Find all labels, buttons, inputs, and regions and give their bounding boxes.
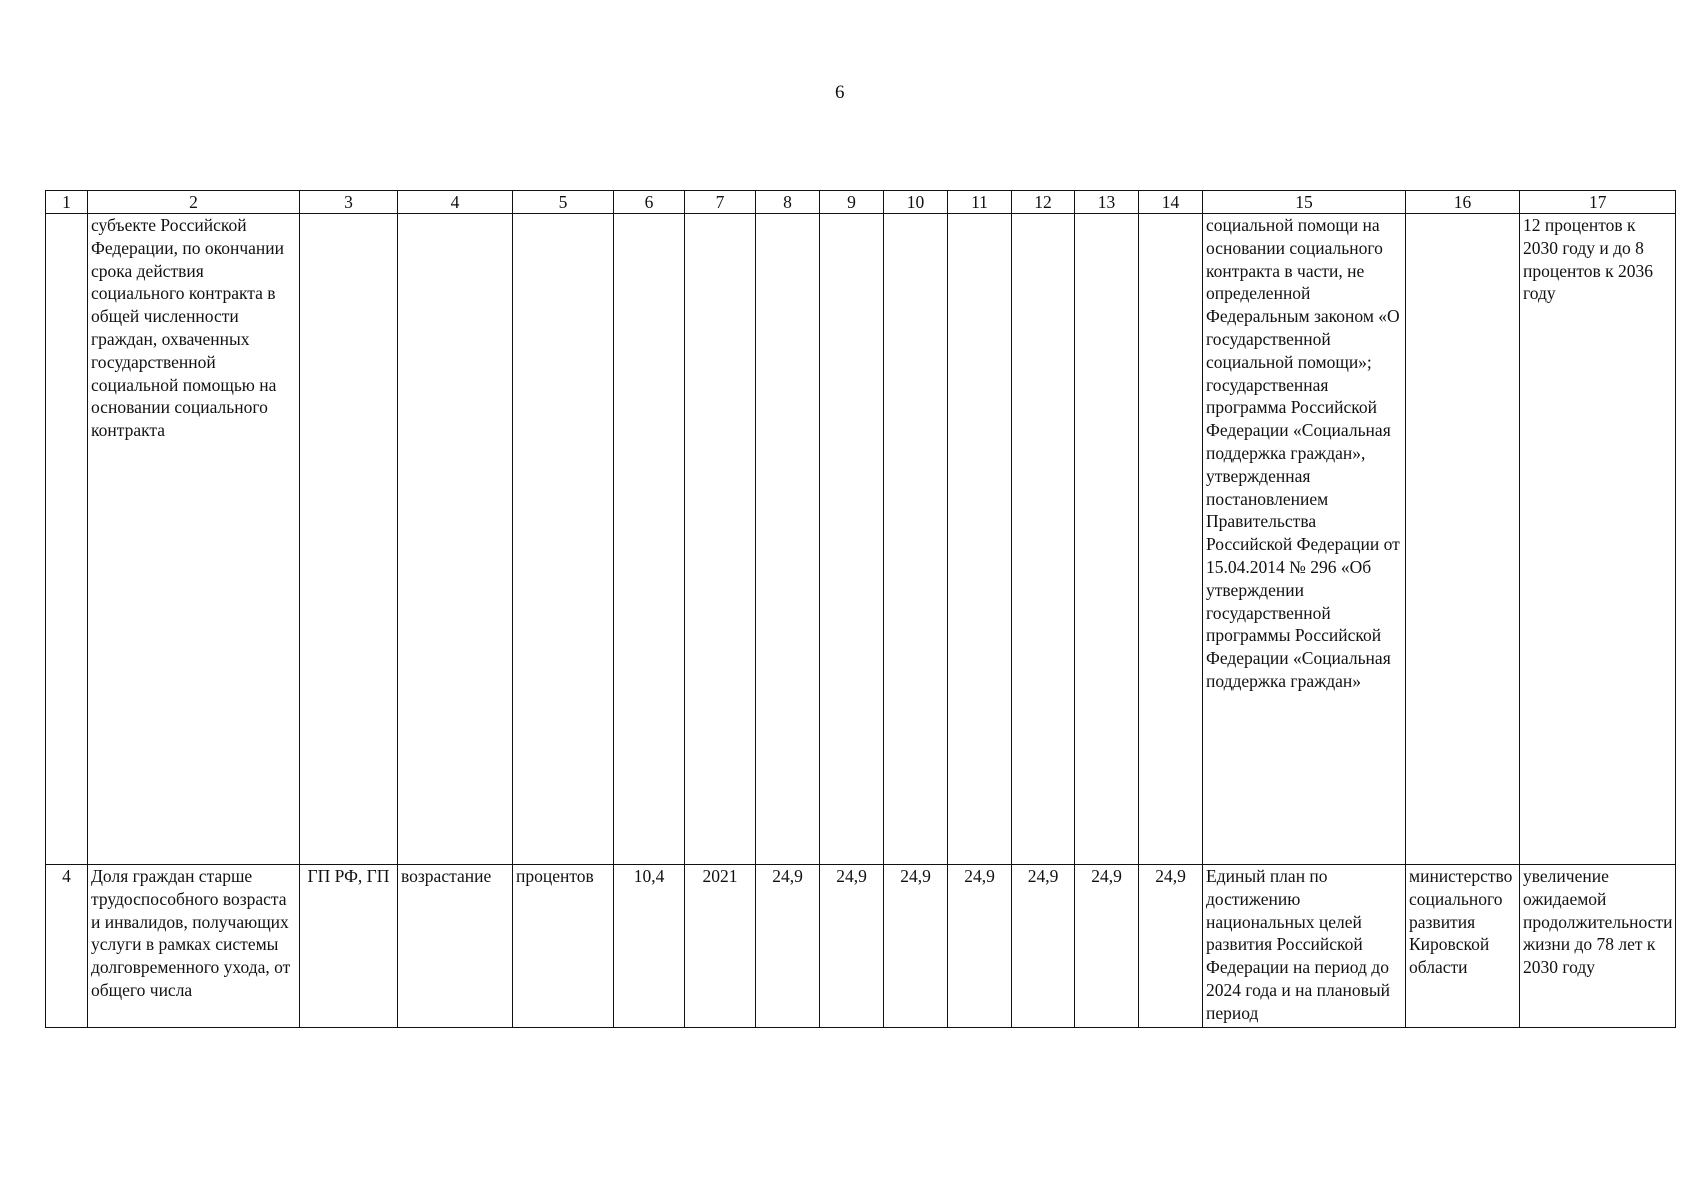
table-cell bbox=[398, 214, 513, 865]
indicator-name-cell: Доля граждан старше трудоспособного возраста и инвалидов, получающих услуги в рамках системы долговременного ухода, от общего числа bbox=[88, 865, 300, 1028]
column-number-row bbox=[46, 191, 1676, 214]
table-cell bbox=[614, 214, 685, 865]
value-cell: 24,9 bbox=[1012, 865, 1075, 1028]
value-cell: 24,9 bbox=[948, 865, 1012, 1028]
table-cell bbox=[884, 214, 948, 865]
value-cell: 24,9 bbox=[884, 865, 948, 1028]
column-header: 3 bbox=[300, 191, 398, 214]
column-header: 4 bbox=[398, 191, 513, 214]
column-header: 12 bbox=[1012, 191, 1075, 214]
value-cell: 24,9 bbox=[1139, 865, 1203, 1028]
value-cell: 24,9 bbox=[820, 865, 884, 1028]
column-header: 10 bbox=[884, 191, 948, 214]
column-header: 11 bbox=[948, 191, 1012, 214]
responsible-body-cell: министерство социального развития Кировской области bbox=[1406, 865, 1520, 1028]
page-number: 6 bbox=[835, 82, 845, 103]
unit-cell: процентов bbox=[513, 865, 614, 1028]
indicator-name-cell: субъекте Российской Федерации, по окончании срока действия социального контракта в общей численности граждан, охваченных государственной социальной помощью на основании социального контракта bbox=[88, 214, 300, 865]
column-header: 8 bbox=[756, 191, 820, 214]
table-cell bbox=[820, 214, 884, 865]
indicators-table bbox=[45, 190, 1676, 1028]
column-header: 5 bbox=[513, 191, 614, 214]
column-header: 1 bbox=[46, 191, 88, 214]
table-cell bbox=[1075, 214, 1139, 865]
table-cell bbox=[685, 214, 756, 865]
table-cell bbox=[46, 214, 88, 865]
indicator-level-cell: ГП РФ, ГП bbox=[300, 865, 398, 1028]
document-reference-cell: социальной помощи на основании социального контракта в части, не определенной Федеральным законом «О государственной социальной помощи»; государственная программа Российской Федерации «Социальная поддержка граждан», утвержденная постановлением Правительства Российской Федерации от 15.04.2014 № 296 «Об утверждении государственной программы Российской Федерации «Социальная поддержка граждан» bbox=[1203, 214, 1406, 865]
column-header: 17 bbox=[1520, 191, 1676, 214]
table-cell bbox=[300, 214, 398, 865]
national-goal-cell: увеличение ожидаемой продолжительности жизни до 78 лет к 2030 году bbox=[1520, 865, 1676, 1028]
value-cell: 24,9 bbox=[756, 865, 820, 1028]
table-cell bbox=[513, 214, 614, 865]
base-year-cell: 2021 bbox=[685, 865, 756, 1028]
trend-cell: возрастание bbox=[398, 865, 513, 1028]
column-header: 6 bbox=[614, 191, 685, 214]
column-header: 13 bbox=[1075, 191, 1139, 214]
column-header: 16 bbox=[1406, 191, 1520, 214]
value-cell: 24,9 bbox=[1075, 865, 1139, 1028]
table-row bbox=[46, 865, 1676, 1028]
column-header: 2 bbox=[88, 191, 300, 214]
row-number-cell: 4 bbox=[46, 865, 88, 1028]
table-cell bbox=[1139, 214, 1203, 865]
document-reference-cell: Единый план по достижению национальных целей развития Российской Федерации на период до 2024 года и на плановый период bbox=[1203, 865, 1406, 1028]
column-header: 7 bbox=[685, 191, 756, 214]
column-header: 15 bbox=[1203, 191, 1406, 214]
table-cell bbox=[1012, 214, 1075, 865]
table-cell bbox=[1406, 214, 1520, 865]
column-header: 9 bbox=[820, 191, 884, 214]
table-cell bbox=[948, 214, 1012, 865]
table-row bbox=[46, 214, 1676, 865]
national-goal-cell: 12 процентов к 2030 году и до 8 процентов к 2036 году bbox=[1520, 214, 1676, 865]
base-value-cell: 10,4 bbox=[614, 865, 685, 1028]
column-header: 14 bbox=[1139, 191, 1203, 214]
table-cell bbox=[756, 214, 820, 865]
